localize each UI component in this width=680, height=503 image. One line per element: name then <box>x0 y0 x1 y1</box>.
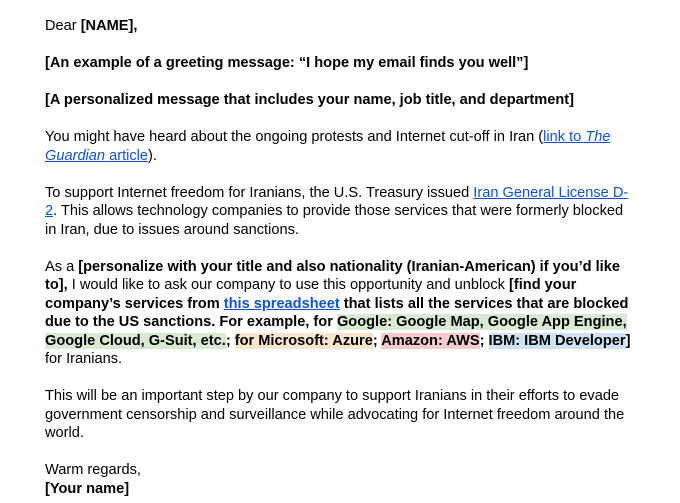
google-services-highlight: Google: Google Map, Google App Engine, Google Cloud, G-Suit, etc. <box>45 314 627 349</box>
services-placeholder-lists: that lists all the services that are blocked due to the US sanctions. For example, for <box>45 295 629 330</box>
greeting-placeholder <box>45 54 635 73</box>
spreadsheet-link[interactable]: this spreadsheet <box>223 295 340 312</box>
paragraph-license-text: To support Internet freedom for Iranians, the U.S. Treasury issued <box>45 184 474 201</box>
personal-message-placeholder <box>45 91 635 110</box>
paragraph-protests-text: You might have heard about the ongoing protests and Internet cut-off in Iran ( <box>45 129 544 145</box>
paragraph-importance: This will be an important step by our company to support Iranians in their efforts to evade government censorship and surveillance while advocating for Internet freedom around the world. <box>45 388 625 441</box>
paragraph-protests-closing: ). <box>148 147 157 164</box>
signature-placeholder-text: [Your name] <box>45 480 130 497</box>
amazon-services-highlight: Amazon: AWS <box>381 332 480 349</box>
microsoft-services-highlight: for Microsoft: Azure <box>234 332 373 349</box>
paragraph-request-as-a: As a <box>45 258 79 275</box>
separator-2: ; <box>372 332 382 349</box>
services-placeholder-intro: [find your company’s services from <box>45 277 577 312</box>
paragraph-request-ask: I would like to ask our company to use this opportunity and unblock <box>67 277 510 293</box>
license-d2-link[interactable]: Iran General License D-2 <box>45 184 629 219</box>
services-placeholder-close: ] <box>625 332 631 349</box>
paragraph-license-rest: . This allows technology companies to provide those services that were formerly blocked in Iran, due to issues around sanctions. <box>45 203 624 238</box>
signoff: Warm regards, <box>45 462 141 478</box>
ibm-services-highlight: IBM: IBM Developer <box>488 332 626 349</box>
signature-placeholder <box>45 480 635 499</box>
separator-3: ; <box>479 332 489 349</box>
salutation-dear: Dear <box>45 18 81 34</box>
letter-body <box>45 17 635 498</box>
paragraph-request-for-iranians: for Iranians. <box>45 351 123 367</box>
guardian-link-italic: The Guardian <box>45 129 611 164</box>
personal-message-placeholder-text: [A personalized message that includes your name, job title, and department] <box>45 92 574 108</box>
paragraph-protests <box>45 128 635 165</box>
guardian-link-pre: link to <box>543 129 586 145</box>
paragraph-license <box>45 184 635 240</box>
guardian-link-post: article <box>105 147 149 164</box>
paragraph-request <box>45 258 635 369</box>
title-placeholder: [personalize with your title and also nationality (Iranian-American) if you’d like to], <box>45 258 620 293</box>
recipient-name-placeholder: [NAME], <box>80 18 138 34</box>
greeting-placeholder-text: [An example of a greeting message: “I hope my email finds you well”] <box>45 55 529 71</box>
separator-1: ; <box>225 332 235 349</box>
salutation <box>45 17 635 36</box>
